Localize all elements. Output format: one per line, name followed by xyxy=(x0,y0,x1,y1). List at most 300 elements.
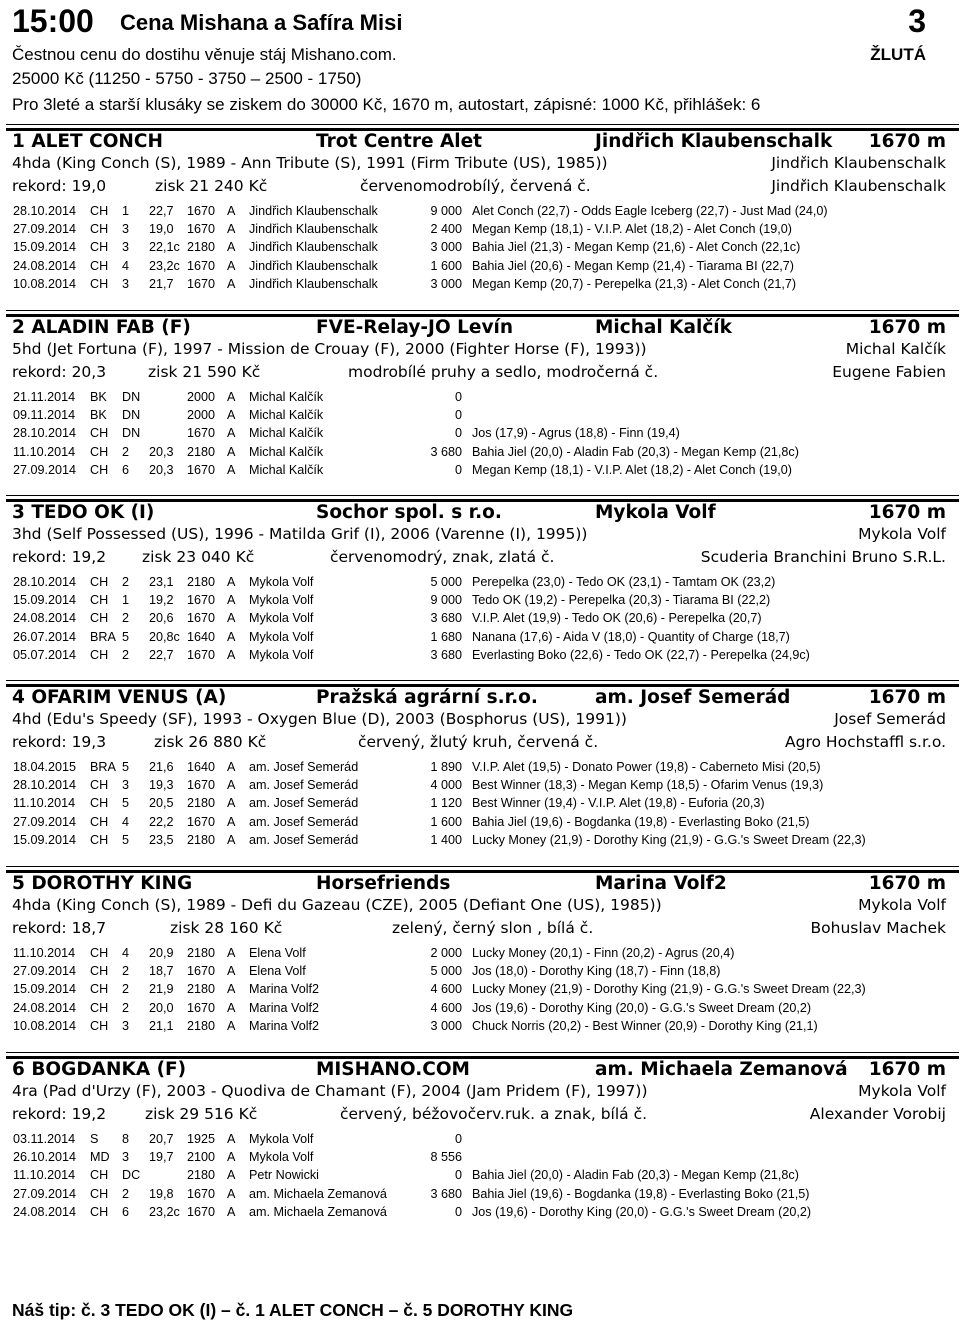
pedigree: 5hd (Jet Fortuna (F), 1997 - Mission de Crouay (F), 2000 (Fighter Horse (F), 1993)) xyxy=(12,340,647,358)
history-start: A xyxy=(227,1150,236,1165)
history-result: Tedo OK (19,2) - Perepelka (20,3) - Tiarama BI (22,2) xyxy=(472,593,771,608)
history-row xyxy=(0,831,960,849)
entry-5 xyxy=(0,866,960,1041)
history-track: CH xyxy=(90,222,109,237)
entry-6 xyxy=(0,1052,960,1227)
history-distance: 1670 xyxy=(187,1186,216,1201)
history-driver: am. Josef Semerád xyxy=(249,814,359,829)
history-result: V.I.P. Alet (19,5) - Donato Power (19,8) - Caberneto Misi (20,5) xyxy=(472,760,821,774)
history-driver: Michal Kalčík xyxy=(249,426,324,441)
trainer-right: Josef Semerád xyxy=(834,710,946,728)
history-distance: 2180 xyxy=(187,946,216,960)
history-row xyxy=(0,257,960,275)
history-time: 21,6 xyxy=(149,760,174,774)
history-track: BK xyxy=(90,408,107,423)
earnings: zisk 23 040 Kč xyxy=(142,548,255,566)
history-driver: Petr Nowicki xyxy=(249,1168,319,1183)
history-driver: Marina Volf2 xyxy=(249,982,320,997)
history-start: A xyxy=(227,204,236,218)
record: rekord: 18,7 xyxy=(12,919,107,937)
history-date: 11.10.2014 xyxy=(13,444,76,459)
owner-name: Sochor spol. s r.o. xyxy=(316,502,502,523)
trainer-name: Michal Kalčík xyxy=(595,317,732,338)
sponsor-line: Čestnou cenu do dostihu věnuje stáj Mishano.com. xyxy=(12,45,397,64)
history-prize: 4 600 xyxy=(430,982,462,997)
history-place: 5 xyxy=(122,832,130,847)
history-result: Jos (18,0) - Dorothy King (18,7) - Finn (18,8) xyxy=(472,964,721,979)
history-prize: 1 600 xyxy=(430,258,462,273)
trainer-right: Michal Kalčík xyxy=(845,340,946,358)
history-distance: 1670 xyxy=(187,276,216,291)
history-result: Jos (17,9) - Agrus (18,8) - Finn (19,4) xyxy=(472,426,680,441)
earnings: zisk 29 516 Kč xyxy=(145,1105,258,1123)
history-prize: 3 680 xyxy=(430,1186,462,1201)
history-result: Chuck Norris (20,2) - Best Winner (20,9) - Dorothy King (21,1) xyxy=(472,1018,818,1033)
history-prize: 3 000 xyxy=(430,240,462,255)
history-distance: 1670 xyxy=(187,258,216,273)
history-track: CH xyxy=(90,258,109,273)
history-track: CH xyxy=(90,444,109,459)
history-place: 2 xyxy=(122,647,130,662)
history-time: 20,3 xyxy=(149,462,174,477)
history-driver: Elena Volf xyxy=(249,946,306,960)
race-distance: 1670 m xyxy=(868,687,946,708)
breeder: Scuderia Branchini Bruno S.R.L. xyxy=(700,548,946,566)
history-start: A xyxy=(227,462,236,477)
history-place: 2 xyxy=(122,964,130,979)
history-time: 20,0 xyxy=(149,1000,174,1015)
history-track: CH xyxy=(90,1186,109,1201)
trainer-right: Jindřich Klaubenschalk xyxy=(771,154,946,172)
history-track: CH xyxy=(90,462,109,477)
owner-name: Horsefriends xyxy=(316,873,451,894)
history-time: 22,2 xyxy=(149,814,174,829)
history-start: A xyxy=(227,760,236,774)
history-place: 6 xyxy=(122,462,130,477)
history-track: CH xyxy=(90,240,109,255)
history-result: Perepelka (23,0) - Tedo OK (23,1) - Tamtam OK (23,2) xyxy=(472,575,776,589)
history-track: CH xyxy=(90,204,109,218)
history-time: 21,7 xyxy=(149,276,174,291)
race-distance: 1670 m xyxy=(868,131,946,152)
history-distance: 1670 xyxy=(187,814,216,829)
trainer-right: Mykola Volf xyxy=(858,896,946,914)
history-distance: 2180 xyxy=(187,1018,216,1033)
history-place: 5 xyxy=(122,796,130,811)
race-time: 15:00 xyxy=(12,3,94,39)
history-start: A xyxy=(227,946,236,960)
history-date: 28.10.2014 xyxy=(13,426,77,441)
history-prize: 4 600 xyxy=(430,1000,462,1015)
history-track: BRA xyxy=(90,629,116,644)
history-driver: am. Josef Semerád xyxy=(249,832,359,847)
history-result: Bahia Jiel (19,6) - Bogdanka (19,8) - Everlasting Boko (21,5) xyxy=(472,814,810,829)
earnings: zisk 28 160 Kč xyxy=(170,919,283,937)
history-distance: 1670 xyxy=(187,462,216,477)
history-row xyxy=(0,202,960,220)
history-prize: 9 000 xyxy=(430,204,462,218)
racing-colors: zelený, černý slon , bílá č. xyxy=(392,919,594,937)
history-row xyxy=(0,220,960,238)
history-distance: 2180 xyxy=(187,444,216,459)
history-place: DC xyxy=(122,1168,141,1183)
history-track: CH xyxy=(90,647,109,662)
record: rekord: 19,2 xyxy=(12,548,107,566)
history-distance: 2000 xyxy=(187,408,216,423)
history-distance: 2180 xyxy=(187,982,216,997)
history-start: A xyxy=(227,222,236,237)
history-row xyxy=(0,461,960,479)
history-distance: 1670 xyxy=(187,778,216,793)
horse-name: 4 OFARIM VENUS (A) xyxy=(12,687,227,708)
history-track: BK xyxy=(90,390,107,404)
breeder: Bohuslav Machek xyxy=(810,919,946,937)
history-track: CH xyxy=(90,964,109,979)
trainer-right: Mykola Volf xyxy=(858,1082,946,1100)
history-distance: 1925 xyxy=(187,1132,216,1146)
breeder: Alexander Vorobij xyxy=(809,1105,946,1123)
history-distance: 1670 xyxy=(187,1204,216,1219)
history-start: A xyxy=(227,814,236,829)
history-prize: 1 120 xyxy=(430,796,462,811)
history-distance: 2000 xyxy=(187,390,216,404)
racing-colors: červenomodrý, znak, zlatá č. xyxy=(330,548,555,566)
history-driver: Elena Volf xyxy=(249,964,306,979)
horse-name: 5 DOROTHY KING xyxy=(12,873,193,894)
history-driver: Mykola Volf xyxy=(249,629,314,644)
history-place: 6 xyxy=(122,1204,130,1219)
history-date: 11.10.2014 xyxy=(13,946,76,960)
history-row xyxy=(0,1185,960,1203)
history-start: A xyxy=(227,1000,236,1015)
history-result: Best Winner (19,4) - V.I.P. Alet (19,8) - Euforia (20,3) xyxy=(472,796,765,811)
history-row xyxy=(0,813,960,831)
entry-divider xyxy=(6,1052,959,1053)
history-place: 5 xyxy=(122,629,130,644)
history-driver: am. Josef Semerád xyxy=(249,778,359,793)
history-place: 3 xyxy=(122,222,130,237)
history-result: V.I.P. Alet (19,9) - Tedo OK (20,6) - Perepelka (20,7) xyxy=(472,611,762,626)
history-distance: 1670 xyxy=(187,204,216,218)
history-prize: 3 680 xyxy=(430,444,462,459)
history-result: Megan Kemp (18,1) - V.I.P. Alet (18,2) - Alet Conch (19,0) xyxy=(472,462,792,477)
history-prize: 3 680 xyxy=(430,611,462,626)
history-place: 2 xyxy=(122,575,130,589)
history-start: A xyxy=(227,1186,236,1201)
history-distance: 1670 xyxy=(187,1000,216,1015)
history-place: 2 xyxy=(122,1000,130,1015)
racing-colors: červený, žlutý kruh, červená č. xyxy=(358,733,599,751)
history-date: 11.10.2014 xyxy=(13,1168,76,1183)
history-distance: 1670 xyxy=(187,222,216,237)
history-prize: 0 xyxy=(454,408,462,423)
history-result: Alet Conch (22,7) - Odds Eagle Iceberg (22,7) - Just Mad (24,0) xyxy=(472,204,828,218)
history-track: CH xyxy=(90,276,109,291)
history-track: CH xyxy=(90,1018,109,1033)
history-row xyxy=(0,646,960,664)
race-history xyxy=(0,388,960,479)
history-driver: Jindřich Klaubenschalk xyxy=(249,222,378,237)
history-driver: am. Michaela Zemanová xyxy=(249,1204,387,1219)
history-start: A xyxy=(227,426,236,441)
entry-1 xyxy=(0,124,960,299)
history-time: 19,0 xyxy=(149,222,174,237)
history-start: A xyxy=(227,611,236,626)
history-place: 1 xyxy=(122,593,130,608)
trainer-name: Marina Volf2 xyxy=(595,873,727,894)
history-date: 24.08.2014 xyxy=(13,1204,77,1219)
history-result: Best Winner (18,3) - Megan Kemp (18,5) - Ofarim Venus (19,3) xyxy=(472,778,824,793)
race-number: 3 xyxy=(908,3,926,39)
trainer-name: Jindřich Klaubenschalk xyxy=(595,131,833,152)
trainer-right: Mykola Volf xyxy=(858,525,946,543)
history-track: CH xyxy=(90,1168,109,1183)
prize-line: 25000 Kč (11250 - 5750 - 3750 – 2500 - 1750) xyxy=(12,69,362,88)
history-date: 28.10.2014 xyxy=(13,778,77,793)
history-driver: Mykola Volf xyxy=(249,575,314,589)
history-time: 23,5 xyxy=(149,832,174,847)
race-color-label: ŽLUTÁ xyxy=(870,45,926,64)
entry-divider xyxy=(6,680,959,681)
history-prize: 3 680 xyxy=(430,647,462,662)
history-track: CH xyxy=(90,575,109,589)
history-prize: 0 xyxy=(454,1168,462,1183)
racing-colors: modrobílé pruhy a sedlo, modročerná č. xyxy=(348,363,659,381)
history-time: 19,7 xyxy=(149,1150,174,1165)
history-date: 15.09.2014 xyxy=(13,593,77,608)
history-result: Lucky Money (21,9) - Dorothy King (21,9) - G.G.'s Sweet Dream (22,3) xyxy=(472,832,866,847)
history-date: 27.09.2014 xyxy=(13,814,77,829)
history-result: Bahia Jiel (21,3) - Megan Kemp (21,6) - Alet Conch (22,1c) xyxy=(472,240,801,255)
history-place: 1 xyxy=(122,204,130,218)
race-distance: 1670 m xyxy=(868,873,946,894)
history-time: 22,7 xyxy=(149,647,174,662)
history-track: CH xyxy=(90,611,109,626)
history-result: Bahia Jiel (20,0) - Aladin Fab (20,3) - Megan Kemp (21,8c) xyxy=(472,444,799,459)
history-track: CH xyxy=(90,426,109,441)
history-prize: 9 000 xyxy=(430,593,462,608)
history-prize: 0 xyxy=(454,1204,462,1219)
history-place: 2 xyxy=(122,444,130,459)
history-date: 28.10.2014 xyxy=(13,575,77,589)
history-driver: am. Josef Semerád xyxy=(249,796,359,811)
pedigree: 3hd (Self Possessed (US), 1996 - Matilda Grif (I), 2006 (Varenne (I), 1995)) xyxy=(12,525,588,543)
history-driver: Mykola Volf xyxy=(249,1132,314,1146)
history-start: A xyxy=(227,629,236,644)
history-time: 20,7 xyxy=(149,1132,174,1146)
history-date: 27.09.2014 xyxy=(13,222,77,237)
history-distance: 1640 xyxy=(187,629,216,644)
history-result: Jos (19,6) - Dorothy King (20,0) - G.G.'s Sweet Dream (20,2) xyxy=(472,1000,812,1015)
race-distance: 1670 m xyxy=(868,502,946,523)
history-result: Lucky Money (20,1) - Finn (20,2) - Agrus (20,4) xyxy=(472,946,735,960)
history-time: 22,1c xyxy=(149,240,180,255)
history-row xyxy=(0,424,960,442)
racing-colors: červený, béžovočerv.ruk. a znak, bílá č. xyxy=(340,1105,648,1123)
history-start: A xyxy=(227,1018,236,1033)
history-date: 09.11.2014 xyxy=(13,408,76,423)
history-date: 15.09.2014 xyxy=(13,832,77,847)
history-time: 20,6 xyxy=(149,611,174,626)
history-date: 10.08.2014 xyxy=(13,276,77,291)
history-distance: 1670 xyxy=(187,611,216,626)
history-place: 3 xyxy=(122,276,130,291)
history-date: 21.11.2014 xyxy=(13,390,76,404)
history-prize: 0 xyxy=(454,426,462,441)
race-distance: 1670 m xyxy=(868,1059,946,1080)
racing-colors: červenomodrobílý, červená č. xyxy=(360,177,591,195)
entry-divider xyxy=(6,124,959,125)
race-history xyxy=(0,202,960,293)
history-row xyxy=(0,944,960,962)
horse-name: 2 ALADIN FAB (F) xyxy=(12,317,191,338)
history-driver: Jindřich Klaubenschalk xyxy=(249,204,378,218)
history-place: 4 xyxy=(122,946,130,960)
history-distance: 1640 xyxy=(187,760,216,774)
history-start: A xyxy=(227,1168,236,1183)
history-result: Everlasting Boko (22,6) - Tedo OK (22,7) - Perepelka (24,9c) xyxy=(472,647,810,662)
history-place: DN xyxy=(122,426,141,441)
history-row xyxy=(0,980,960,998)
history-row xyxy=(0,776,960,794)
history-date: 18.04.2015 xyxy=(13,760,77,774)
history-prize: 5 000 xyxy=(430,575,462,589)
history-row xyxy=(0,628,960,646)
history-prize: 1 600 xyxy=(430,814,462,829)
history-prize: 5 000 xyxy=(430,964,462,979)
history-prize: 4 000 xyxy=(430,778,462,793)
trainer-name: Mykola Volf xyxy=(595,502,716,523)
history-result: Bahia Jiel (20,0) - Aladin Fab (20,3) - Megan Kemp (21,8c) xyxy=(472,1168,799,1183)
history-row xyxy=(0,275,960,293)
history-result: Jos (19,6) - Dorothy King (20,0) - G.G.'s Sweet Dream (20,2) xyxy=(472,1204,812,1219)
history-start: A xyxy=(227,982,236,997)
history-date: 27.09.2014 xyxy=(13,964,77,979)
history-row xyxy=(0,406,960,424)
history-distance: 2180 xyxy=(187,575,216,589)
history-prize: 0 xyxy=(454,1132,462,1146)
history-driver: Jindřich Klaubenschalk xyxy=(249,240,378,255)
history-date: 24.08.2014 xyxy=(13,258,77,273)
history-time: 19,3 xyxy=(149,778,174,793)
race-history xyxy=(0,758,960,849)
history-start: A xyxy=(227,593,236,608)
history-track: CH xyxy=(90,593,109,608)
history-row xyxy=(0,388,960,406)
history-prize: 0 xyxy=(454,462,462,477)
history-result: Nanana (17,6) - Aida V (18,0) - Quantity of Charge (18,7) xyxy=(472,629,790,644)
history-time: 21,9 xyxy=(149,982,174,997)
breeder: Jindřich Klaubenschalk xyxy=(771,177,946,195)
history-date: 11.10.2014 xyxy=(13,796,76,811)
history-prize: 0 xyxy=(454,390,462,404)
history-place: 4 xyxy=(122,258,130,273)
entry-2 xyxy=(0,310,960,485)
history-track: CH xyxy=(90,796,109,811)
conditions-line: Pro 3leté a starší klusáky se ziskem do 30000 Kč, 1670 m, autostart, zápisné: 1000 Kč, přihlášek: 6 xyxy=(12,95,761,114)
history-prize: 2 000 xyxy=(430,946,462,960)
race-history xyxy=(0,573,960,664)
history-track: MD xyxy=(90,1150,110,1165)
history-date: 27.09.2014 xyxy=(13,1186,77,1201)
history-distance: 2180 xyxy=(187,832,216,847)
history-row xyxy=(0,1017,960,1035)
history-start: A xyxy=(227,258,236,273)
history-driver: am. Michaela Zemanová xyxy=(249,1186,387,1201)
horse-name: 6 BOGDANKA (F) xyxy=(12,1059,187,1080)
history-track: CH xyxy=(90,1000,109,1015)
history-driver: Michal Kalčík xyxy=(249,408,324,423)
earnings: zisk 21 240 Kč xyxy=(155,177,268,195)
history-start: A xyxy=(227,778,236,793)
breeder: Eugene Fabien xyxy=(832,363,946,381)
history-date: 15.09.2014 xyxy=(13,982,77,997)
pedigree: 4ra (Pad d'Urzy (F), 2003 - Quodiva de Chamant (F), 2004 (Jam Pridem (F), 1997)) xyxy=(12,1082,648,1100)
history-prize: 1 890 xyxy=(430,760,462,774)
entry-divider xyxy=(6,495,959,496)
history-track: S xyxy=(90,1132,99,1146)
record: rekord: 19,0 xyxy=(12,177,107,195)
history-result: Lucky Money (21,9) - Dorothy King (21,9) - G.G.'s Sweet Dream (22,3) xyxy=(472,982,866,997)
race-history xyxy=(0,944,960,1035)
earnings: zisk 21 590 Kč xyxy=(148,363,261,381)
entry-divider xyxy=(6,310,959,311)
history-start: A xyxy=(227,408,236,423)
history-time: 23,1 xyxy=(149,575,174,589)
history-start: A xyxy=(227,964,236,979)
history-place: 3 xyxy=(122,1150,130,1165)
earnings: zisk 26 880 Kč xyxy=(154,733,267,751)
trainer-name: am. Josef Semerád xyxy=(595,687,791,708)
history-prize: 1 680 xyxy=(430,629,462,644)
history-track: BRA xyxy=(90,760,116,774)
history-place: 5 xyxy=(122,760,130,774)
history-driver: Mykola Volf xyxy=(249,593,314,608)
pedigree: 4hda (King Conch (S), 1989 - Defi du Gazeau (CZE), 2005 (Defiant One (US), 1985)) xyxy=(12,896,662,914)
history-date: 05.07.2014 xyxy=(13,647,77,662)
history-prize: 2 400 xyxy=(430,222,462,237)
history-time: 20,9 xyxy=(149,946,174,960)
history-date: 26.07.2014 xyxy=(13,629,77,644)
history-row xyxy=(0,443,960,461)
history-row xyxy=(0,962,960,980)
history-time: 19,8 xyxy=(149,1186,174,1201)
history-row xyxy=(0,1148,960,1166)
history-driver: Mykola Volf xyxy=(249,647,314,662)
history-date: 24.08.2014 xyxy=(13,1000,77,1015)
owner-name: Pražská agrární s.r.o. xyxy=(316,687,538,708)
history-track: CH xyxy=(90,946,109,960)
race-header xyxy=(12,2,948,40)
history-distance: 1670 xyxy=(187,593,216,608)
history-track: CH xyxy=(90,982,109,997)
record: rekord: 19,3 xyxy=(12,733,107,751)
history-time: 20,3 xyxy=(149,444,174,459)
history-prize: 1 400 xyxy=(430,832,462,847)
history-start: A xyxy=(227,832,236,847)
history-date: 15.09.2014 xyxy=(13,240,77,255)
history-date: 03.11.2014 xyxy=(13,1132,76,1146)
history-time: 23,2c xyxy=(149,258,180,273)
history-row xyxy=(0,758,960,776)
history-result: Megan Kemp (18,1) - V.I.P. Alet (18,2) - Alet Conch (19,0) xyxy=(472,222,792,237)
history-row xyxy=(0,1203,960,1221)
history-row xyxy=(0,794,960,812)
history-result: Bahia Jiel (20,6) - Megan Kemp (21,4) - Tiarama BI (22,7) xyxy=(472,258,794,273)
history-place: 2 xyxy=(122,611,130,626)
history-driver: Jindřich Klaubenschalk xyxy=(249,276,378,291)
history-place: 4 xyxy=(122,814,130,829)
